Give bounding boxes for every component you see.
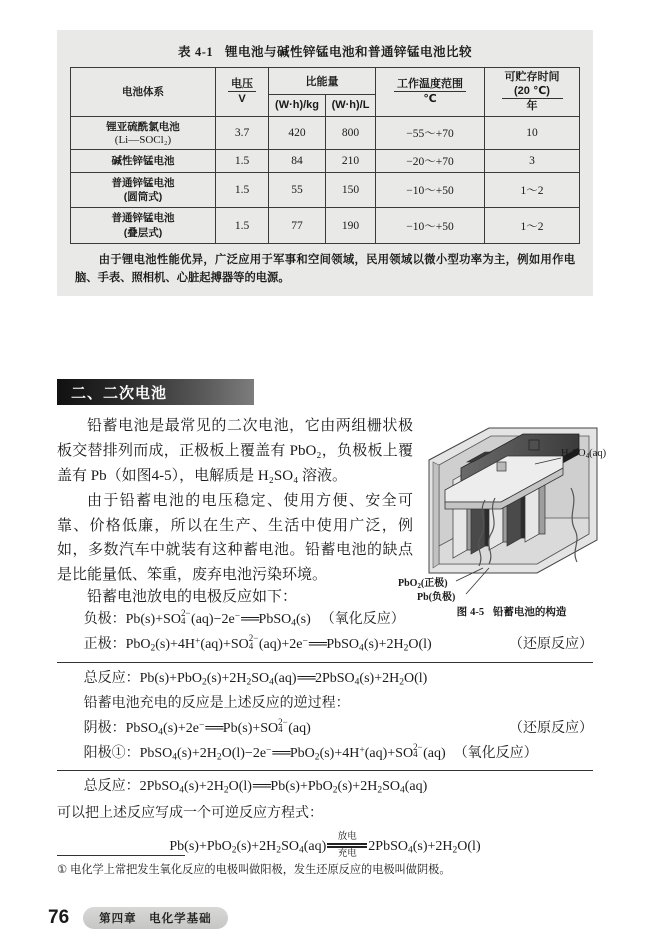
cell-system: 普通锌锰电池 (叠层式)	[71, 208, 216, 243]
equation-charge-cathode	[57, 717, 593, 742]
figure-caption	[404, 604, 619, 619]
cell-energy-volume: 800	[326, 116, 376, 149]
eq-label-total: 总反应：	[83, 779, 140, 795]
paragraph-2: 由于铅蓄电池的电压稳定、使用方便、安全可靠、价格低廉，所以在生产、生活中使用广泛，例如，多数汽车中就装有这种蓄电池。铅蓄电池的缺点是比能量低、笨重，废弃电池污染环境。	[57, 492, 413, 584]
table-row	[71, 173, 580, 208]
cell-energy-mass: 84	[269, 150, 326, 173]
cell-energy-mass: 420	[269, 116, 326, 149]
eq-body-positive: PbO$_2$(s)+4H+(aq)+SO 2− 4 $(aq)+2e^-══PbSO_4(s)+2H_2O(l)$	[125, 633, 432, 654]
cell-system: 碱性锌锰电池	[71, 150, 216, 173]
section-header-secondary-batteries	[57, 379, 254, 405]
eq-reversible-left: $Pb(s)+PbO_2(s)+2H_2SO_4(aq)$	[169, 839, 327, 856]
figure-caption-prefix: 图	[456, 606, 468, 618]
footnote-marker: ①	[57, 864, 68, 876]
eq-type-oxidation: （氧化反应）	[453, 745, 538, 761]
th-temp-unit: ℃	[423, 93, 437, 106]
table-note: 由于锂电池性能优异，广泛应用于军事和空间领域，民用领域以微小型功率为主，例如用作电脑、手表、照相机、心脏起搏器等的电源。	[75, 253, 575, 285]
cell-energy-volume: 210	[326, 150, 376, 173]
equations-zone	[57, 608, 593, 860]
eq-body-total-discharge: $Pb(s)+PbO_2(s)+2H_2SO_4(aq)══2PbSO_4(s)+2H_2O(l)$	[139, 670, 428, 688]
figure-caption-title: 铅蓄电池的构造	[492, 606, 567, 618]
eq-label-anode: 阳极①：	[83, 745, 140, 761]
footnote-rule	[57, 855, 185, 856]
footnote-text: 电化学上常把发生氧化反应的电极叫做阳极，发生还原反应的电极叫做阴极。	[70, 864, 451, 876]
eq-body-cathode: PbSO$_4$(s)+2e−══Pb(s)+SO 2− 4 (aq)	[125, 716, 311, 738]
figure-label-pbo2-positive: PbO$_2$(正极)	[398, 578, 448, 590]
discharge-lead-in	[57, 585, 417, 610]
cell-storage: 10	[485, 116, 580, 149]
table-row	[71, 208, 580, 243]
table-head	[71, 68, 580, 117]
eq-label-negative: 负极：	[83, 612, 126, 627]
body-text-column	[57, 414, 413, 588]
th-energy-per-volume: (W·h)/L	[326, 94, 376, 116]
cell-temp: −10～+50	[376, 173, 485, 208]
paragraph-1: 铅蓄电池是最常见的二次电池，它由两组栅状极板交替排列而成，正极板上覆盖有 PbO₂，负极板上覆盖有 Pb（如图4-5），电解质是 H₂SO₄ 溶液。	[57, 418, 413, 484]
th-temp-label: 工作温度范围	[394, 78, 466, 93]
table-row	[71, 116, 580, 149]
eq-reversible-right: $2PbSO_4(s)+2H_2O(l)$	[368, 839, 481, 856]
cell-energy-mass: 77	[269, 208, 326, 243]
equation-divider-2	[57, 770, 593, 771]
th-voltage	[216, 68, 269, 117]
eq-type-reduction: （还原反应）	[509, 636, 593, 652]
cell-storage: 1～2	[485, 173, 580, 208]
cell-energy-volume: 150	[326, 173, 376, 208]
reversible-lead-in	[57, 800, 593, 827]
cell-storage: 3	[485, 150, 580, 173]
equation-charge-anode	[57, 742, 593, 767]
equation-divider-1	[57, 662, 593, 663]
th-storage-label: 可贮存时间	[504, 71, 560, 83]
cell-temp: −20～+70	[376, 150, 485, 173]
table-caption-prefix: 表	[177, 45, 191, 59]
equation-charge-total	[57, 775, 593, 800]
page-number: 76	[48, 907, 70, 928]
equation-reversible	[57, 831, 593, 860]
eq-label-cathode: 阴极：	[83, 720, 126, 736]
equation-discharge-total	[57, 667, 593, 692]
cell-voltage: 3.7	[216, 116, 269, 149]
arrow-label-charge: 充电	[337, 848, 357, 860]
cell-voltage: 1.5	[216, 173, 269, 208]
table-caption-number: 4-1	[194, 45, 214, 59]
th-storage-time	[485, 68, 580, 117]
cell-voltage: 1.5	[216, 208, 269, 243]
arrow-label-discharge: 放电	[337, 831, 357, 843]
charge-lead-in	[57, 692, 593, 717]
th-storage-unit: 年	[526, 100, 538, 113]
discharge-lead-text: 铅蓄电池放电的电极反应如下：	[87, 589, 298, 605]
eq-label-positive: 正极：	[83, 636, 126, 652]
section-heading-text: 二、二次电池	[71, 384, 168, 402]
footnote	[57, 862, 557, 880]
th-voltage-label: 电压	[228, 78, 256, 93]
equation-discharge-positive	[57, 633, 593, 658]
th-voltage-unit: V	[238, 93, 246, 106]
eq-type-reduction: （还原反应）	[509, 720, 593, 736]
th-temp-range	[376, 68, 485, 117]
th-storage-condition: (20 ℃)	[502, 85, 563, 100]
table-panel	[57, 30, 593, 296]
table-caption	[57, 42, 593, 60]
eq-body-anode: $PbSO_4(s)+2H_2O(l)-2e^-══PbO_2(s)+4H^+(aq)+SO$ 2− 4 (aq)	[139, 741, 446, 763]
eq-label-total: 总反应：	[83, 670, 140, 686]
figure-lead-acid-battery	[398, 418, 616, 618]
table-header-row-1	[71, 68, 580, 95]
cell-system: 普通锌锰电池 (圆筒式)	[71, 173, 216, 208]
figure-label-sulfuric-acid: $H_2SO_4(aq)$	[561, 448, 607, 460]
eq-type-oxidation: （氧化反应）	[320, 612, 405, 627]
table-caption-title: 锂电池与碱性锌锰电池和普通锌锰电池比较	[225, 45, 473, 59]
th-specific-energy: 比能量	[269, 68, 376, 95]
th-energy-per-mass: (W·h)/kg	[269, 94, 326, 116]
charge-lead-text: 铅蓄电池充电的反应是上述反应的逆过程：	[83, 695, 350, 711]
battery-comparison-table	[70, 67, 580, 244]
page-footer	[48, 907, 228, 929]
reversible-arrow-icon	[327, 831, 367, 860]
figure-caption-number: 4-5	[470, 607, 485, 618]
th-system: 电池体系	[71, 68, 216, 117]
table-row	[71, 150, 580, 173]
cell-energy-volume: 190	[326, 208, 376, 243]
cell-temp: −55～+70	[376, 116, 485, 149]
figure-label-pb-negative: Pb(负极)	[417, 592, 456, 603]
cell-storage: 1～2	[485, 208, 580, 243]
chapter-badge: 第四章 电化学基础	[83, 907, 228, 929]
cell-temp: −10～+50	[376, 208, 485, 243]
cell-energy-mass: 55	[269, 173, 326, 208]
reversible-lead-text: 可以把上述反应写成一个可逆反应方程式：	[57, 806, 323, 822]
cell-voltage: 1.5	[216, 150, 269, 173]
cell-system: 锂亚硫酰氯电池 (Li—SOCl₂)	[71, 116, 216, 149]
table-body	[71, 116, 580, 243]
eq-body-total-charge: $2PbSO_4(s)+2H_2O(l)══Pb(s)+PbO_2(s)+2H_2SO_4(aq)$	[139, 779, 428, 797]
eq-body-negative: Pb(s)+SO 2− 4 (aq)−2e−══PbSO$_4$(s)	[125, 608, 311, 629]
